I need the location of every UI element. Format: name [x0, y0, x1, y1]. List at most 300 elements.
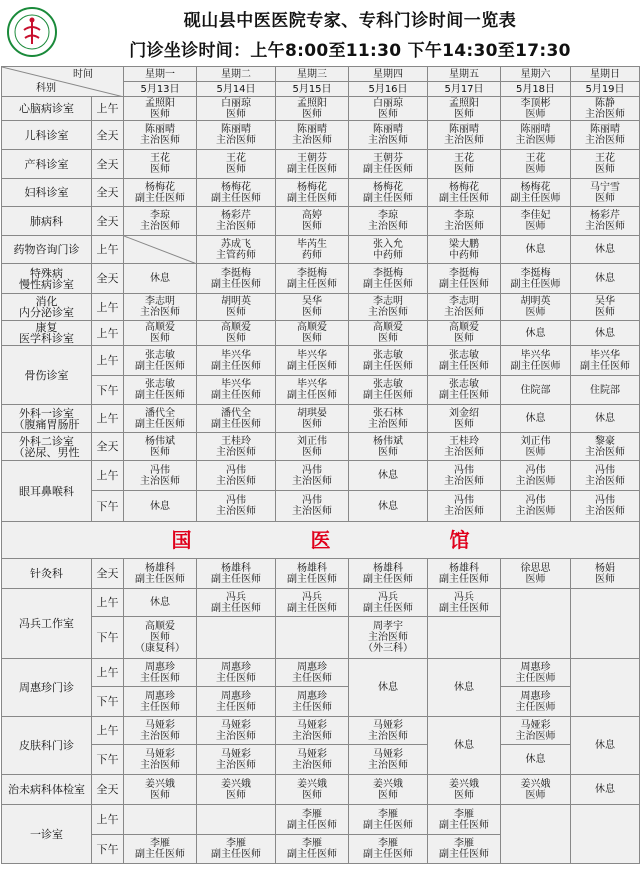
cell-text: 星期二: [221, 68, 251, 80]
dept-name: [2, 717, 92, 775]
time-slot: [92, 433, 124, 461]
doctor-cell: [197, 236, 276, 264]
cell-text: 医师: [378, 446, 398, 458]
doctor-cell: [124, 150, 197, 179]
time-slot: [92, 236, 124, 264]
cell-text: 主治医师: [444, 475, 484, 487]
doctor-cell: [501, 559, 571, 589]
doctor-cell: [197, 207, 276, 236]
empty-cell: [197, 805, 276, 835]
cell-text: 医师: [302, 446, 322, 458]
doctor-cell: [197, 150, 276, 179]
doctor-cell: [276, 294, 349, 321]
doctor-cell: [197, 717, 276, 745]
cell-text: 杨梅花: [373, 181, 403, 193]
doctor-cell: [428, 775, 501, 805]
cell-text: 下午: [96, 383, 119, 397]
doctor-cell: [349, 264, 428, 294]
cell-text: 消化: [35, 295, 58, 308]
table-row: [2, 491, 640, 522]
cell-text: 副主任医师: [363, 849, 413, 860]
cell-text: 慢性病诊室: [19, 277, 74, 291]
cell-text: （康复科）: [135, 643, 185, 654]
cell-text: 冯兵: [302, 591, 322, 603]
cell-text: 医师: [525, 307, 546, 318]
doctor-cell: [197, 264, 276, 294]
empty-cell: [571, 589, 640, 659]
cell-text: 副主任医师: [363, 573, 413, 585]
cell-text: 潘代全: [221, 407, 251, 419]
doctor-cell: [197, 433, 276, 461]
doctor-cell: [276, 150, 349, 179]
doctor-cell: [571, 461, 640, 491]
cell-text: 休息: [454, 740, 474, 751]
cell-text: 医师: [150, 333, 170, 344]
table-row: [2, 433, 640, 461]
cell-text: 杨伟斌: [145, 435, 175, 447]
doctor-cell: [349, 346, 428, 376]
cell-text: 杨梅花: [221, 181, 251, 193]
cell-text: 副主任医师: [211, 278, 261, 290]
rest-cell: [349, 461, 428, 491]
cell-text: 刘金绍: [449, 407, 479, 419]
doctor-cell: [428, 207, 501, 236]
doctor-cell: [501, 433, 571, 461]
table-row: [2, 775, 640, 805]
cell-text: 副主任医师: [135, 192, 185, 204]
cell-text: 主治医师: [368, 221, 408, 232]
doctor-cell: [571, 207, 640, 236]
cell-text: 毕兴华: [297, 379, 327, 390]
banner-char: 国: [171, 527, 192, 552]
doctor-cell: [428, 559, 501, 589]
cell-text: 主任医师: [515, 672, 556, 684]
cell-text: 李志明: [373, 296, 403, 307]
cell-text: 马娅彩: [520, 719, 551, 731]
rest-cell: [501, 236, 571, 264]
cell-text: 毕兴华: [221, 349, 251, 361]
dept-name: [2, 121, 92, 150]
doctor-cell: [349, 236, 428, 264]
cell-text: 周惠珍: [520, 690, 551, 702]
doctor-cell: [349, 179, 428, 207]
cell-text: 陈丽晴: [373, 124, 403, 135]
cell-text: 主治医师: [368, 632, 408, 643]
cell-text: 主治医师: [292, 759, 332, 771]
doctor-cell: [124, 321, 197, 346]
cell-text: 周惠珍: [297, 661, 327, 673]
cell-text: 冯兵: [378, 591, 398, 603]
cell-text: 副主任医师: [135, 418, 185, 430]
cell-text: 主治医师: [585, 475, 625, 487]
cell-text: 星期一: [145, 68, 175, 80]
cell-text: 李雁: [454, 838, 474, 849]
cell-text: 马娅彩: [145, 748, 175, 760]
banner: [2, 522, 640, 559]
cell-text: 梁大鹏: [449, 238, 479, 250]
cell-text: 全天: [96, 783, 119, 796]
cell-text: 主治医师: [585, 221, 625, 232]
table-row: [2, 207, 640, 236]
cell-text: 陈丽晴: [145, 124, 175, 135]
cell-text: 冯兵: [226, 591, 246, 603]
empty-cell: [124, 805, 197, 835]
cell-text: 副主任医师: [580, 360, 630, 372]
empty-cell: [276, 617, 349, 659]
dept-name: [2, 589, 92, 659]
doctor-cell: [349, 207, 428, 236]
cell-text: 李雁: [454, 808, 474, 820]
cell-text: 李琼: [150, 210, 170, 221]
table-row: [2, 264, 640, 294]
banner-text: [2, 527, 639, 552]
time-slot: [92, 617, 124, 659]
table-row: [2, 179, 640, 207]
date-header: [428, 82, 501, 97]
doctor-cell: [349, 294, 428, 321]
doctor-cell: [428, 321, 501, 346]
dept-name: [2, 294, 92, 321]
doctor-cell: [197, 835, 276, 864]
cell-text: 主任医师: [140, 701, 180, 713]
empty-cell: [501, 805, 571, 864]
cell-text: 姜兴娥: [297, 778, 327, 790]
doctor-cell: [197, 294, 276, 321]
cell-text: 休息: [150, 500, 170, 512]
cell-text: 副主任医师: [510, 192, 561, 204]
cell-text: 王朝芬: [373, 153, 403, 164]
cell-text: 高婷: [302, 210, 322, 221]
cell-text: 黎豪: [595, 435, 615, 447]
cell-text: 医师: [150, 632, 170, 643]
diagonal-line: [124, 236, 197, 264]
cell-text: 副主任医师: [363, 390, 413, 401]
table-row: [2, 589, 640, 617]
rest-cell: [124, 589, 197, 617]
cell-text: 中药师: [449, 249, 479, 261]
cell-text: 副主任医师: [363, 819, 413, 831]
dept-name: [2, 264, 92, 294]
empty-cell: [197, 617, 276, 659]
rest-cell: [571, 264, 640, 294]
cell-text: 全天: [96, 214, 119, 228]
cell-text: 李挺梅: [520, 267, 551, 279]
cell-text: 医师: [525, 221, 546, 232]
cell-text: 陈丽晴: [221, 124, 251, 135]
cell-text: 杨梅花: [297, 181, 327, 193]
dept-name: [2, 433, 92, 461]
rest-cell: [124, 264, 197, 294]
date-header: [197, 82, 276, 97]
time-slot: [92, 179, 124, 207]
cell-text: 刘正伟: [297, 435, 327, 447]
cell-text: 医师: [378, 108, 398, 120]
time-slot: [92, 835, 124, 864]
cell-text: 姜兴娥: [373, 778, 403, 790]
cell-text: 医师: [302, 307, 322, 318]
doctor-cell: [276, 805, 349, 835]
cell-text: 主管药师: [216, 249, 256, 261]
table-row: [2, 97, 640, 121]
cell-text: 主治医师: [585, 108, 625, 120]
cell-text: 主治医师: [585, 506, 625, 517]
cell-text: 主治医师: [368, 730, 408, 742]
cell-text: 星期四: [373, 68, 403, 80]
cell-text: 星期三: [297, 68, 327, 80]
table-row: [2, 805, 640, 835]
empty-cell: [571, 805, 640, 864]
doctor-cell: [571, 491, 640, 522]
cell-text: 药师: [302, 249, 322, 261]
cell-text: 主治医师: [368, 135, 408, 146]
cell-text: 副主任医师: [439, 278, 489, 290]
cell-text: 李佳妃: [520, 210, 551, 221]
cell-text: 上午: [96, 354, 119, 367]
doctor-cell: [197, 775, 276, 805]
doctor-cell: [428, 346, 501, 376]
doctor-cell: [276, 491, 349, 522]
cell-text: 5月16日: [368, 83, 408, 95]
cell-text: 陈丽晴: [297, 124, 327, 135]
cell-text: 上午: [96, 724, 119, 737]
doctor-cell: [197, 491, 276, 522]
time-slot: [92, 775, 124, 805]
doctor-cell: [571, 294, 640, 321]
hospital-logo: [6, 6, 58, 58]
doctor-cell: [349, 559, 428, 589]
cell-text: 星期六: [520, 68, 551, 80]
doctor-cell: [276, 236, 349, 264]
inpatient-cell: [571, 376, 640, 405]
cell-text: 李雁: [302, 808, 322, 820]
cell-text: 高顺爱: [145, 322, 175, 333]
cell-text: 陈静: [595, 97, 615, 109]
cell-text: 杨雄科: [373, 562, 403, 574]
cell-text: 孟照阳: [297, 97, 327, 109]
cell-text: 内分泌诊室: [19, 306, 74, 319]
doctor-cell: [197, 659, 276, 687]
cell-text: 下午: [96, 499, 119, 513]
cell-text: 主治医师: [216, 730, 256, 742]
cell-text: 杨雄科: [297, 562, 327, 574]
cell-text: 上午: [96, 813, 119, 826]
doctor-cell: [124, 294, 197, 321]
cell-text: 医师: [454, 789, 474, 801]
rest-cell: [124, 491, 197, 522]
doctor-cell: [349, 717, 428, 745]
doctor-cell: [571, 179, 640, 207]
cell-text: 胡明英: [520, 296, 551, 307]
cell-text: 主任医师: [216, 672, 256, 684]
cell-text: 李琼: [454, 210, 474, 221]
cell-text: 副主任医师: [287, 602, 337, 614]
doctor-cell: [197, 687, 276, 717]
cell-text: 主治医师: [216, 759, 256, 771]
cell-text: 孟照阳: [449, 97, 479, 109]
cell-text: 王朝芬: [297, 153, 327, 164]
doctor-cell: [276, 659, 349, 687]
cell-text: 主治医师: [444, 307, 484, 318]
cell-text: 医师: [454, 418, 474, 430]
cell-text: 主治医师: [515, 730, 556, 742]
cell-text: 主治医师: [216, 506, 256, 517]
time-slot: [92, 745, 124, 775]
cell-text: 妇科诊室: [24, 186, 69, 199]
cell-text: 冯伟: [226, 464, 246, 476]
schedule-body: [2, 67, 640, 864]
rest-cell: [571, 236, 640, 264]
cell-text: 主治医师: [140, 759, 180, 771]
cell-text: 副主任医师: [287, 573, 337, 585]
table-row: [2, 121, 640, 150]
cell-text: 张志敏: [373, 379, 403, 390]
doctor-cell: [349, 150, 428, 179]
cell-text: 休息: [595, 327, 615, 339]
cell-text: 李志明: [449, 296, 479, 307]
doctor-cell: [428, 433, 501, 461]
cell-text: 冯伟: [454, 464, 474, 476]
cell-text: 主治医师: [368, 307, 408, 318]
cell-text: 休息: [595, 273, 615, 284]
doctor-cell: [428, 236, 501, 264]
doctor-cell: [276, 376, 349, 405]
cell-text: 全天: [96, 157, 119, 171]
doctor-cell: [197, 346, 276, 376]
cell-text: 副主任医师: [363, 192, 413, 204]
doctor-cell: [501, 121, 571, 150]
cell-text: 主任医师: [292, 701, 332, 713]
cell-text: 杨梅花: [145, 181, 175, 193]
dept-name: [2, 805, 92, 864]
cell-text: 高顺爱: [221, 322, 251, 333]
time-slot: [92, 461, 124, 491]
cell-text: 副主任医师: [211, 390, 261, 401]
cell-text: 毕兴华: [297, 349, 327, 361]
time-slot: [92, 207, 124, 236]
time-slot: [92, 559, 124, 589]
doctor-cell: [501, 150, 571, 179]
rest-cell: [571, 405, 640, 433]
cell-text: 杨伟斌: [373, 435, 403, 447]
cell-text: 周惠珍: [221, 661, 251, 673]
cell-text: 冯兵: [454, 591, 474, 603]
dept-name: [2, 150, 92, 179]
cell-text: 李雁: [302, 838, 322, 849]
header-row-days: [2, 67, 640, 82]
doctor-cell: [124, 461, 197, 491]
cell-text: 冯伟: [454, 495, 474, 506]
corner-time-label: 时间: [73, 69, 93, 80]
cell-text: 副主任医师: [363, 360, 413, 372]
cell-text: 副主任医师: [439, 360, 489, 372]
cell-text: 副主任医师: [211, 418, 261, 430]
cell-text: 主治医师: [140, 475, 180, 487]
cell-text: 马娅彩: [221, 748, 251, 760]
date-header: [349, 82, 428, 97]
cell-text: 副主任医师: [211, 360, 261, 372]
cell-text: 吴华: [595, 296, 615, 307]
rest-cell: [428, 717, 501, 775]
cell-text: 冯兵工作室: [19, 617, 74, 630]
cell-text: 毕兴华: [221, 379, 251, 390]
cell-text: 上午: [96, 300, 119, 314]
cell-text: 医学科诊室: [19, 332, 74, 345]
time-slot: [92, 294, 124, 321]
cell-text: 李雁: [378, 838, 398, 849]
cell-text: 休息: [378, 682, 398, 693]
cell-text: 冯伟: [595, 464, 615, 476]
cell-text: 一诊室: [30, 827, 63, 841]
cell-text: 主任医师: [515, 701, 556, 713]
cell-text: 副主任医师: [510, 278, 561, 290]
cell-text: 周惠珍: [221, 690, 251, 702]
cell-text: 周惠珍: [145, 690, 175, 702]
cell-text: 姜兴娥: [145, 778, 175, 790]
doctor-cell: [197, 376, 276, 405]
cell-text: 胡明英: [221, 296, 251, 307]
clinic-hours: 门诊坐诊时间：上午8:00至11:30 下午14:30至17:30: [129, 41, 571, 61]
doctor-cell: [276, 97, 349, 121]
cell-text: 主治医师: [140, 730, 180, 742]
cell-text: 王桂玲: [221, 435, 251, 447]
empty-cell: [428, 617, 501, 659]
time-slot: [92, 121, 124, 150]
doctor-cell: [124, 179, 197, 207]
time-slot: [92, 405, 124, 433]
dept-name: [2, 236, 92, 264]
cell-text: 杨彩芹: [590, 210, 620, 221]
cell-text: 周孝宇: [373, 621, 403, 632]
doctor-cell: [501, 97, 571, 121]
doctor-cell: [197, 97, 276, 121]
diagonal-line: [2, 67, 124, 97]
rest-cell: [349, 491, 428, 522]
cell-text: 休息: [378, 470, 398, 481]
cell-text: 上午: [96, 102, 119, 115]
table-row: [2, 405, 640, 433]
cell-text: 冯伟: [150, 464, 170, 476]
time-slot: [92, 805, 124, 835]
doctor-cell: [276, 589, 349, 617]
day-header: [571, 67, 640, 82]
doctor-cell: [428, 264, 501, 294]
schedule-table: [1, 66, 640, 864]
cell-text: 医师: [595, 192, 615, 204]
table-row: [2, 150, 640, 179]
cell-text: 医师: [378, 789, 398, 801]
cell-text: 周惠珍: [145, 661, 175, 673]
doctor-cell: [197, 745, 276, 775]
doctor-cell: [501, 264, 571, 294]
cell-text: 张志敏: [145, 379, 175, 390]
cell-text: 冯伟: [302, 464, 322, 476]
time-slot: [92, 659, 124, 687]
cell-text: 毕兴华: [520, 349, 551, 361]
cell-text: 冯伟: [525, 464, 546, 476]
cell-text: 5月13日: [140, 83, 180, 95]
time-slot: [92, 491, 124, 522]
cell-text: 休息: [595, 244, 615, 255]
doctor-cell: [124, 717, 197, 745]
cell-text: 吴华: [302, 296, 322, 307]
cell-text: 医师: [150, 789, 170, 801]
cell-text: 主治医师: [292, 506, 332, 517]
cell-text: 医师: [525, 164, 546, 175]
cell-text: 副主任医师: [135, 360, 185, 372]
rest-cell: [571, 717, 640, 775]
doctor-cell: [124, 617, 197, 659]
cell-text: 医师: [226, 789, 246, 801]
